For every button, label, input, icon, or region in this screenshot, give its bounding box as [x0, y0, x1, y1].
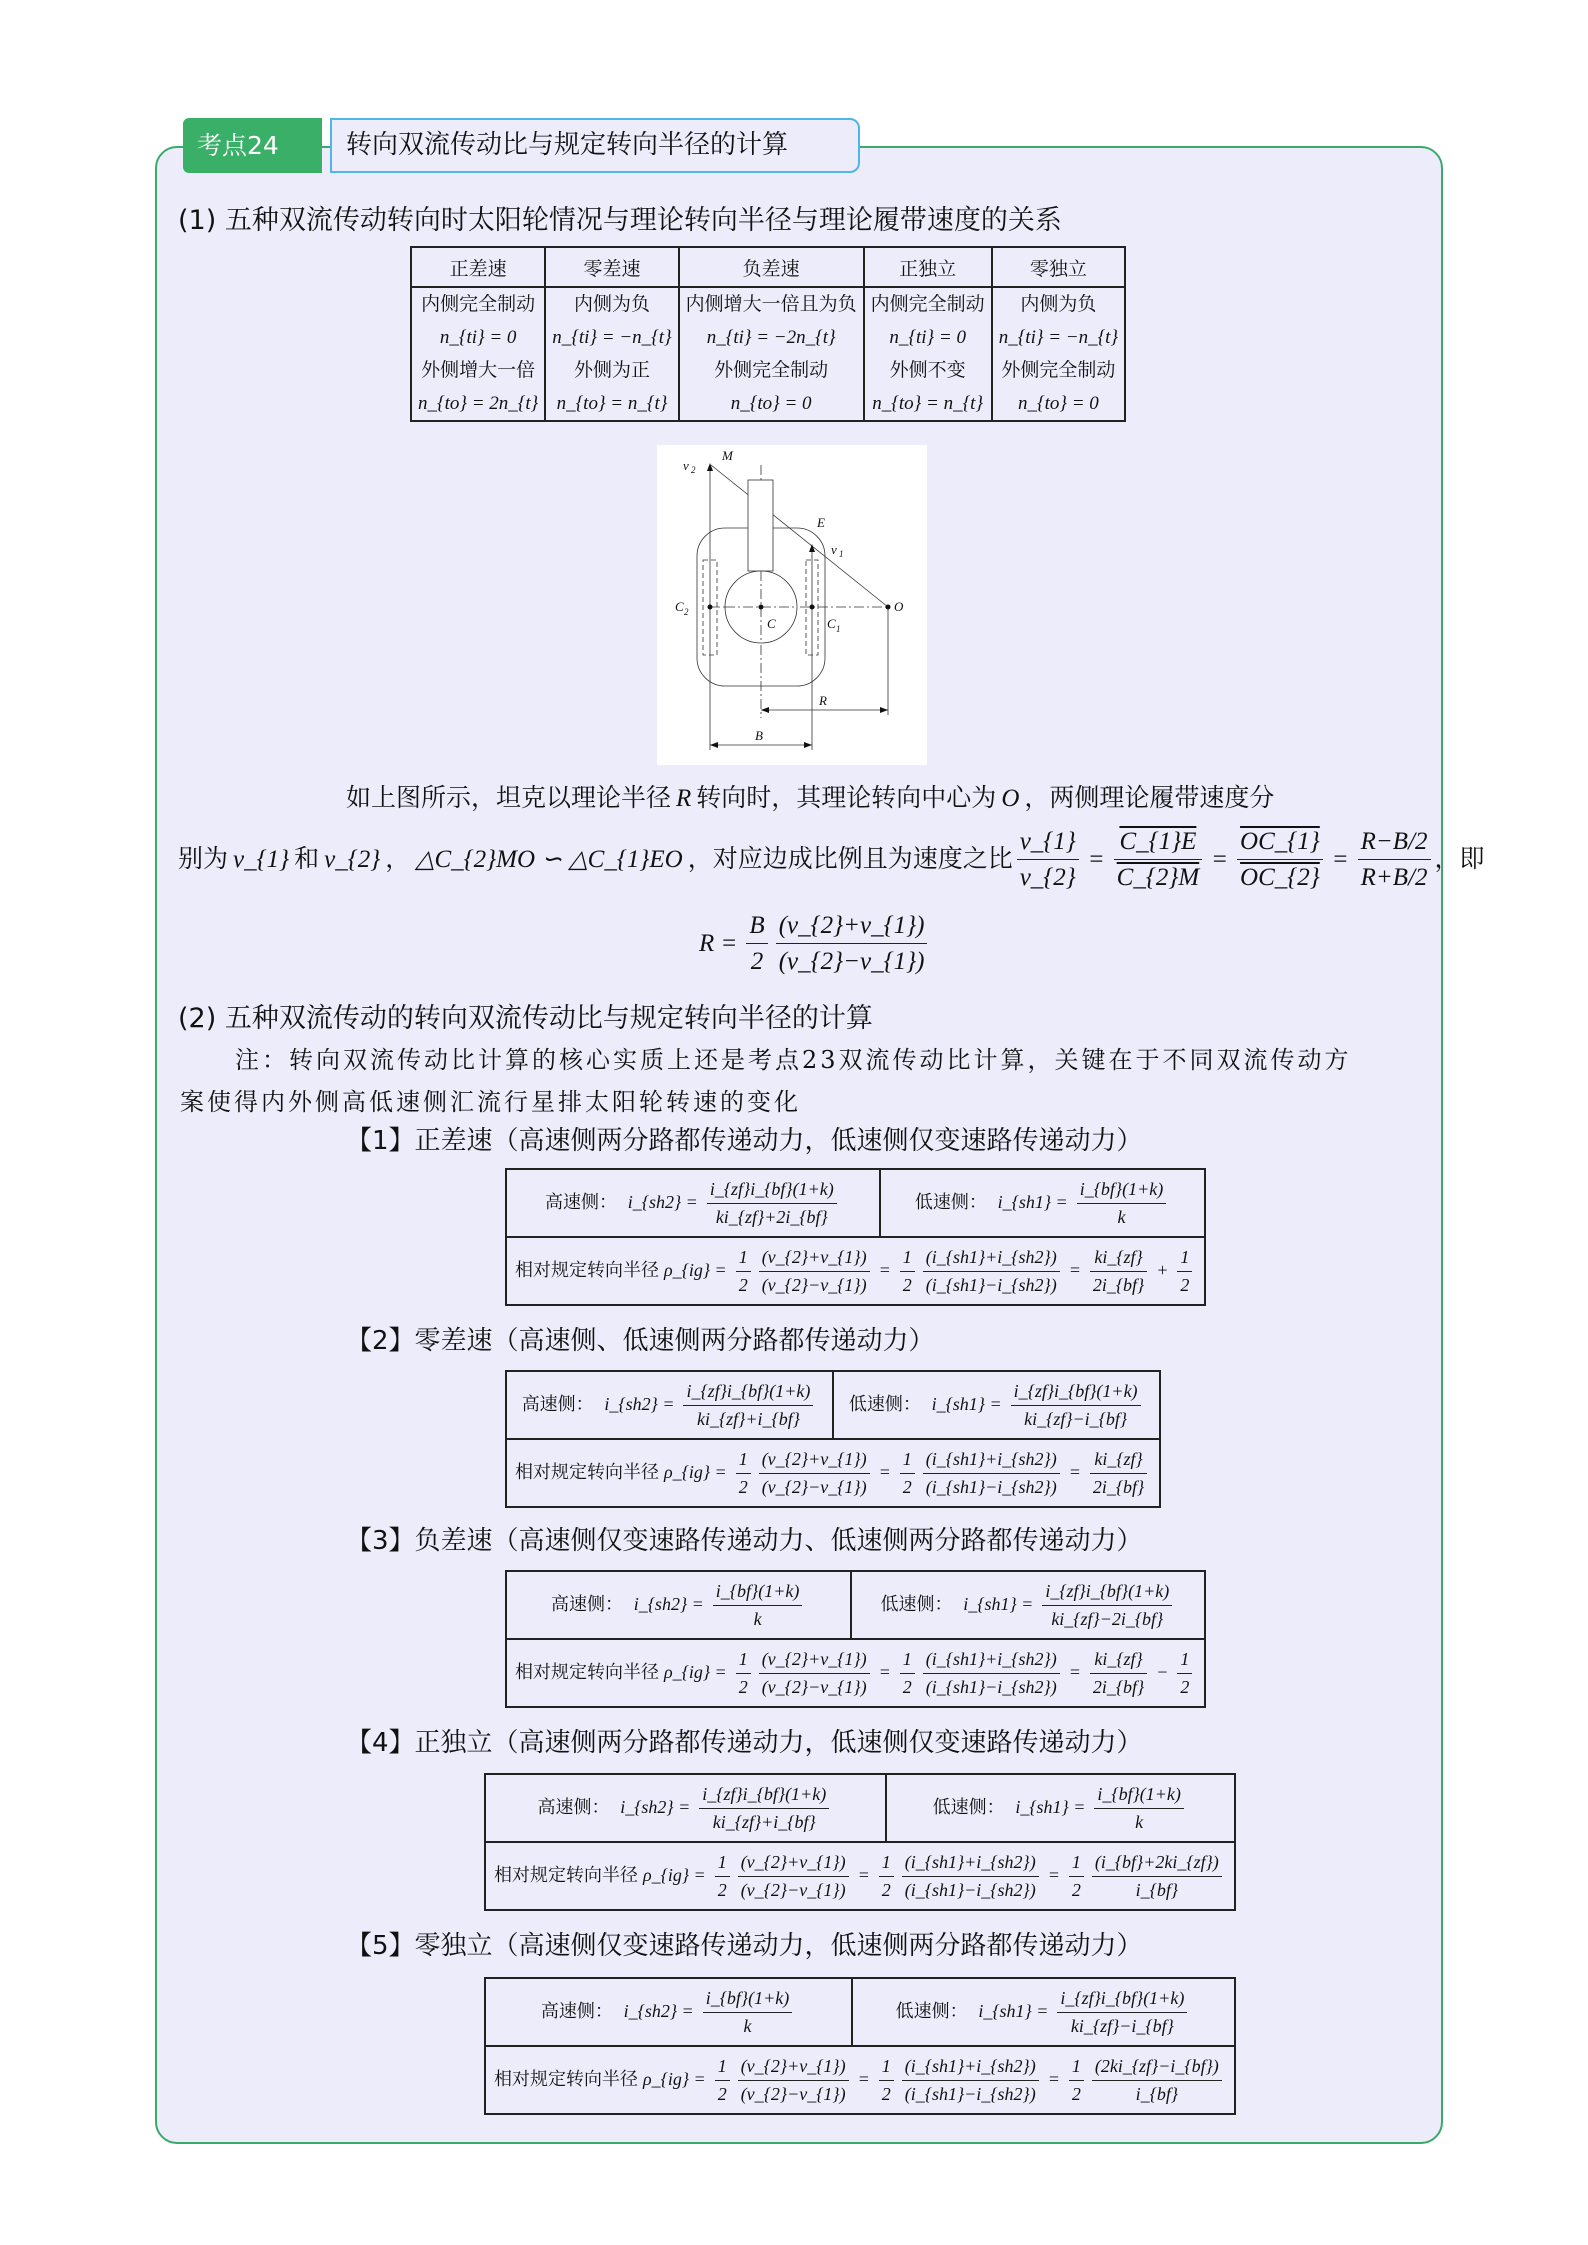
fraction-numerator: i_{bf}(1+k) [713, 1580, 803, 1606]
sun-gear-table [410, 246, 1126, 422]
sun-gear-condition: 外侧为正 [573, 359, 650, 381]
fraction [879, 1851, 894, 1901]
formula-math: ρ_{ig} = [643, 2069, 706, 2089]
fraction [736, 1448, 751, 1498]
fraction [715, 1851, 730, 1901]
formula-math: i_{sh2} = [623, 2001, 694, 2021]
case-heading: 【2】零差速（高速侧、低速侧两分路都传递动力） [346, 1326, 935, 1356]
case-heading: 【3】负差速（高速侧仅变速路传递动力、低速侧两分路都传递动力） [346, 1526, 1143, 1556]
formula-text: ，对应边成比例且为速度之比 [687, 843, 1013, 873]
section1-heading: (1) 五种双流传动转向时太阳轮情况与理论转向半径与理论履带速度的关系 [178, 205, 1062, 236]
fraction-numerator: (v_{2}+v_{1}) [759, 1648, 870, 1674]
fraction-denominator: (v_{2}−v_{1}) [740, 1879, 846, 1900]
speed-relation: n_{ti} = 0 [889, 327, 966, 348]
fraction [776, 910, 928, 978]
fraction-numerator: i_{zf}i_{bf}(1+k) [1011, 1380, 1141, 1406]
high-speed-cell [485, 1978, 852, 2046]
fraction [736, 1648, 751, 1698]
label-O: O [894, 599, 904, 614]
table-cell [411, 287, 545, 421]
speed-relation: n_{ti} = 0 [439, 327, 517, 348]
fraction-numerator: (i_{bf}+2ki_{zf}) [1092, 1851, 1222, 1877]
fraction-numerator: i_{bf}(1+k) [1077, 1178, 1167, 1204]
formula-math: + [1156, 1260, 1169, 1280]
fraction [923, 1448, 1060, 1498]
fraction [902, 1851, 1039, 1901]
label-v2-subscript: 2 [691, 465, 696, 475]
formula-math: ρ_{ig} = [664, 1462, 727, 1482]
fraction-numerator: i_{zf}i_{bf}(1+k) [683, 1380, 813, 1406]
speed-relation: n_{ti} = −n_{t} [552, 327, 672, 348]
formula-math: i_{sh2} = [604, 1394, 675, 1414]
formula-math: = [1047, 2069, 1060, 2089]
fraction-denominator: 2 [881, 2083, 891, 2104]
fraction-numerator: (v_{2}+v_{1}) [776, 910, 928, 944]
formula-text: 高速侧： [537, 1797, 616, 1818]
fraction [1090, 1246, 1147, 1296]
case-formula-table [505, 1370, 1161, 1508]
fraction-denominator: (i_{sh1}−i_{sh2}) [904, 2083, 1036, 2104]
formula-math: O [1001, 785, 1020, 812]
low-speed-cell [851, 1571, 1205, 1639]
fraction-numerator: i_{zf}i_{bf}(1+k) [707, 1178, 837, 1204]
formula-text: 相对规定转向半径 [515, 1462, 659, 1483]
formula-math: ρ_{ig} = [664, 1260, 727, 1280]
fraction-numerator: 1 [1069, 1851, 1084, 1877]
fraction-numerator: (v_{2}+v_{1}) [759, 1448, 870, 1474]
fraction [900, 1648, 915, 1698]
fraction-numerator: (2ki_{zf}−i_{bf}) [1092, 2055, 1222, 2081]
fraction-numerator: ki_{zf} [1090, 1246, 1147, 1272]
fraction [1011, 1380, 1141, 1430]
formula-text: 低速侧： [932, 1797, 1011, 1818]
fraction [923, 1246, 1060, 1296]
formula-math: i_{sh1} = [931, 1394, 1002, 1414]
formula-text: 相对规定转向半径 [494, 1865, 638, 1886]
fraction [715, 2055, 730, 2105]
case-heading: 【4】正独立（高速侧两分路都传递动力，低速侧仅变速路传递动力） [346, 1728, 1143, 1758]
fraction-numerator: 1 [900, 1648, 915, 1674]
fraction-denominator: (i_{sh1}−i_{sh2}) [904, 1879, 1036, 1900]
steering-radius-cell [485, 1842, 1235, 1910]
fraction-numerator: 1 [1069, 2055, 1084, 2081]
fraction-numerator: C_{1}E [1114, 826, 1203, 860]
steering-radius-cell [506, 1237, 1205, 1305]
fraction-numerator: i_{zf}i_{bf}(1+k) [699, 1783, 829, 1809]
fraction [1069, 2055, 1084, 2105]
fraction-denominator: k [1117, 1206, 1126, 1227]
fraction-numerator: 1 [736, 1448, 751, 1474]
label-R: R [819, 693, 827, 708]
speed-relation: n_{ti} = −n_{t} [998, 327, 1119, 348]
fraction-denominator: ki_{zf}+2i_{bf} [715, 1206, 828, 1227]
steering-radius-cell [485, 2046, 1235, 2114]
fraction [900, 1246, 915, 1296]
sun-gear-condition: 外侧完全制动 [714, 359, 829, 381]
case-formula-table [505, 1570, 1206, 1708]
fraction-numerator: 1 [879, 1851, 894, 1877]
formula-math: = [1068, 1260, 1081, 1280]
fraction-numerator: (v_{2}+v_{1}) [738, 2055, 849, 2081]
fraction [1077, 1178, 1167, 1228]
speed-relation: n_{to} = 0 [1017, 393, 1099, 414]
fraction [879, 2055, 894, 2105]
label-v1: v [831, 542, 837, 557]
table-header-cell: 零独立 [992, 247, 1125, 287]
formula-math: i_{sh2} = [620, 1797, 691, 1817]
high-speed-cell [506, 1169, 880, 1237]
fraction-denominator: ki_{zf}−i_{bf} [1024, 1408, 1128, 1429]
fraction-numerator: (i_{sh1}+i_{sh2}) [923, 1448, 1060, 1474]
fraction-denominator: 2 [750, 948, 764, 976]
formula-math: − [1156, 1662, 1169, 1682]
fraction [1114, 826, 1203, 894]
formula-text: 和 [294, 843, 320, 873]
table-header-cell: 负差速 [679, 247, 864, 287]
label-C1: C [827, 616, 836, 631]
fraction-denominator: 2 [717, 2083, 727, 2104]
fraction-denominator: 2i_{bf} [1092, 1274, 1145, 1295]
fraction [900, 1448, 915, 1498]
table-header-cell: 正独立 [864, 247, 992, 287]
formula-text: ，两侧理论履带速度分 [1024, 783, 1275, 812]
fraction-denominator: 2i_{bf} [1092, 1676, 1145, 1697]
speed-relation: n_{to} = 0 [730, 393, 812, 414]
fraction [1017, 826, 1079, 894]
fraction-denominator: (v_{2}−v_{1}) [761, 1274, 867, 1295]
fraction [699, 1783, 829, 1833]
fraction-denominator: OC_{2} [1240, 864, 1320, 892]
fraction-denominator: 2 [717, 1879, 727, 1900]
formula-text: 相对规定转向半径 [515, 1260, 659, 1281]
fraction [707, 1178, 837, 1228]
fraction-numerator: i_{zf}i_{bf}(1+k) [1057, 1987, 1187, 2013]
fraction [1092, 2055, 1222, 2105]
formula-math: i_{sh1} = [1015, 1797, 1086, 1817]
fraction-denominator: ki_{zf}−i_{bf} [1070, 2015, 1174, 2036]
fraction [1237, 826, 1323, 894]
table-cell [992, 287, 1125, 421]
fraction-numerator: 1 [715, 1851, 730, 1877]
note-line1: 注：转向双流传动比计算的核心实质上还是考点23双流传动比计算，关键在于不同双流传动方 [235, 1046, 1352, 1074]
formula-math: = [1087, 845, 1105, 873]
fraction [1069, 1851, 1084, 1901]
fraction-numerator: 1 [736, 1246, 751, 1272]
fraction-denominator: 2 [738, 1676, 748, 1697]
fraction-numerator: 1 [900, 1246, 915, 1272]
speed-relation: n_{to} = n_{t} [556, 393, 668, 414]
fraction-denominator: k [753, 1608, 762, 1629]
formula-math: = [857, 2069, 870, 2089]
fraction-numerator: B [746, 910, 767, 944]
fraction [738, 1851, 849, 1901]
tank-steering-diagram [657, 445, 927, 765]
label-B: B [755, 728, 763, 743]
fraction-numerator: OC_{1} [1237, 826, 1323, 860]
fraction [923, 1648, 1060, 1698]
steering-radius-cell [506, 1439, 1160, 1507]
fraction [1057, 1987, 1187, 2037]
formula-text: 高速侧： [551, 1594, 629, 1615]
case-heading: 【5】零独立（高速侧仅变速路传递动力，低速侧两分路都传递动力） [346, 1931, 1143, 1961]
fraction-denominator: (v_{2}−v_{1}) [761, 1676, 867, 1697]
label-C1-subscript: 1 [836, 624, 841, 634]
formula-text: 低速侧： [914, 1192, 993, 1213]
fraction [1092, 1851, 1222, 1901]
formula-math: ρ_{ig} = [643, 1865, 706, 1885]
fraction-numerator: R−B/2 [1358, 826, 1431, 860]
table-cell [864, 287, 992, 421]
fraction-denominator: k [743, 2015, 752, 2036]
formula-math: R = [699, 929, 738, 957]
label-v1-subscript: 1 [839, 549, 844, 559]
formula-math: i_{sh1} = [997, 1192, 1068, 1212]
formula-math: ρ_{ig} = [664, 1662, 727, 1682]
fraction-denominator: i_{bf} [1135, 2083, 1179, 2104]
fraction-denominator: k [1135, 1811, 1144, 1832]
label-C: C [767, 616, 776, 631]
paragraph-line1 [346, 778, 1274, 814]
high-speed-cell [506, 1571, 851, 1639]
fraction-denominator: 2 [738, 1476, 748, 1497]
fraction [759, 1246, 870, 1296]
label-E: E [817, 515, 825, 530]
fraction-denominator: (v_{2}−v_{1}) [740, 2083, 846, 2104]
fraction-denominator: 2 [1180, 1676, 1190, 1697]
speed-relation: n_{ti} = −2n_{t} [706, 327, 836, 348]
table-header-cell: 正差速 [411, 247, 545, 287]
formula-math: = [1068, 1662, 1081, 1682]
sun-gear-condition: 内侧完全制动 [421, 293, 536, 315]
sun-gear-condition: 内侧增大一倍且为负 [685, 293, 857, 315]
fraction-numerator: (i_{sh1}+i_{sh2}) [902, 2055, 1039, 2081]
fraction-denominator: ki_{zf}+i_{bf} [696, 1408, 800, 1429]
formula-math: = [857, 1865, 870, 1885]
fraction [759, 1648, 870, 1698]
formula-text: 低速侧： [880, 1594, 959, 1615]
fraction [902, 2055, 1039, 2105]
fraction [1358, 826, 1431, 894]
formula-text: 如上图所示，坦克以理论半径 [346, 783, 672, 812]
fraction-denominator: ki_{zf}−2i_{bf} [1051, 1608, 1164, 1629]
formula-text: 相对规定转向半径 [515, 1662, 659, 1683]
formula-text: 相对规定转向半径 [494, 2069, 638, 2090]
formula-math: R [676, 785, 692, 812]
fraction [703, 1987, 793, 2037]
table-cell [679, 287, 864, 421]
formula-math: = [878, 1260, 891, 1280]
high-speed-cell [485, 1774, 886, 1842]
fraction-numerator: (v_{2}+v_{1}) [738, 1851, 849, 1877]
label-M: M [722, 448, 733, 463]
label-C2: C [675, 599, 684, 614]
note-line2: 案使得内外侧高低速侧汇流行星排太阳轮转速的变化 [180, 1088, 801, 1116]
topic-title: 转向双流传动比与规定转向半径的计算 [330, 118, 860, 173]
formula-text: ， [385, 843, 411, 873]
case-formula-table [505, 1168, 1206, 1306]
fraction-denominator: R+B/2 [1360, 864, 1428, 892]
formula-math: = [1331, 845, 1349, 873]
fraction [1094, 1783, 1184, 1833]
formula-math: i_{sh1} = [978, 2001, 1049, 2021]
fraction-numerator: 1 [900, 1448, 915, 1474]
table-header-cell: 零差速 [545, 247, 678, 287]
fraction [759, 1448, 870, 1498]
case-formula-table [484, 1977, 1236, 2115]
case-heading: 【1】正差速（高速侧两分路都传递动力，低速侧仅变速路传递动力） [346, 1126, 1143, 1156]
section2-heading: (2) 五种双流传动的转向双流传动比与规定转向半径的计算 [178, 1003, 873, 1034]
fraction-denominator: v_{2} [1019, 864, 1076, 892]
fraction [1177, 1648, 1192, 1698]
fraction-denominator: i_{bf} [1135, 1879, 1179, 1900]
low-speed-cell [880, 1169, 1206, 1237]
formula-math: i_{sh2} = [633, 1594, 704, 1614]
table-cell [545, 287, 678, 421]
fraction [1177, 1246, 1192, 1296]
fraction-numerator: (i_{sh1}+i_{sh2}) [923, 1648, 1060, 1674]
formula-math: i_{sh1} = [963, 1594, 1034, 1614]
fraction-numerator: ki_{zf} [1090, 1648, 1147, 1674]
steering-radius-cell [506, 1639, 1205, 1707]
sun-gear-condition: 外侧增大一倍 [421, 359, 536, 381]
fraction [1042, 1580, 1172, 1630]
fraction-denominator: C_{2}M [1116, 864, 1200, 892]
sun-gear-condition: 内侧为负 [1020, 293, 1097, 315]
fraction [1090, 1448, 1147, 1498]
fraction-denominator: ki_{zf}+i_{bf} [712, 1811, 816, 1832]
fraction-denominator: (i_{sh1}−i_{sh2}) [925, 1476, 1057, 1497]
fraction-denominator: 2 [902, 1274, 912, 1295]
formula-text: 高速侧： [540, 2001, 619, 2022]
fraction [746, 910, 767, 978]
fraction-denominator: (i_{sh1}−i_{sh2}) [925, 1274, 1057, 1295]
fraction-numerator: 1 [715, 2055, 730, 2081]
fraction-numerator: (v_{2}+v_{1}) [759, 1246, 870, 1272]
formula-math: △C_{2}MO ∽ △C_{1}EO [415, 845, 683, 873]
formula-math: = [1047, 1865, 1060, 1885]
sun-gear-condition: 外侧不变 [889, 359, 966, 381]
formula-math: = [878, 1462, 891, 1482]
low-speed-cell [886, 1774, 1235, 1842]
fraction-denominator: 2 [902, 1676, 912, 1697]
fraction-denominator: (i_{sh1}−i_{sh2}) [925, 1676, 1057, 1697]
label-C2-subscript: 2 [684, 607, 689, 617]
speed-relation: n_{to} = 2n_{t} [418, 393, 539, 414]
fraction-denominator: (v_{2}−v_{1}) [761, 1476, 867, 1497]
fraction-numerator: 1 [1177, 1246, 1192, 1272]
fraction-numerator: ki_{zf} [1090, 1448, 1147, 1474]
fraction [1090, 1648, 1147, 1698]
formula-math: v_{2} [324, 845, 381, 873]
fraction-numerator: (i_{sh1}+i_{sh2}) [902, 1851, 1039, 1877]
fraction-numerator: 1 [736, 1648, 751, 1674]
sun-gear-condition: 外侧完全制动 [1001, 359, 1116, 381]
fraction-denominator: 2 [1071, 1879, 1081, 1900]
formula-math: = [1211, 845, 1229, 873]
fraction [683, 1380, 813, 1430]
speed-relation: n_{to} = n_{t} [872, 393, 984, 414]
fraction [738, 2055, 849, 2105]
formula-math: v_{1} [233, 845, 290, 873]
formula-text: 高速侧： [545, 1192, 623, 1213]
high-speed-cell [506, 1371, 833, 1439]
fraction-numerator: i_{zf}i_{bf}(1+k) [1042, 1580, 1172, 1606]
fraction-denominator: 2 [1180, 1274, 1190, 1295]
fraction-denominator: 2 [902, 1476, 912, 1497]
topic-badge: 考点24 [183, 118, 322, 173]
formula-math: = [878, 1662, 891, 1682]
case-formula-table [484, 1773, 1236, 1911]
formula-text: 高速侧： [521, 1394, 600, 1415]
fraction-numerator: v_{1} [1017, 826, 1079, 860]
fraction-numerator: i_{bf}(1+k) [1094, 1783, 1184, 1809]
fraction [713, 1580, 803, 1630]
low-speed-cell [833, 1371, 1160, 1439]
formula-text: 转向时，其理论转向中心为 [696, 783, 997, 812]
formula-text: ，即 [1434, 843, 1485, 873]
fraction-denominator: 2 [881, 1879, 891, 1900]
sun-gear-condition: 内侧为负 [573, 293, 650, 315]
fraction-numerator: 1 [1177, 1648, 1192, 1674]
radius-formula [694, 910, 931, 978]
formula-text: 低速侧： [895, 2001, 974, 2022]
paragraph-line2 [178, 826, 1485, 894]
low-speed-cell [852, 1978, 1235, 2046]
fraction-numerator: (i_{sh1}+i_{sh2}) [923, 1246, 1060, 1272]
sun-gear-condition: 内侧完全制动 [870, 293, 985, 315]
fraction-denominator: 2 [738, 1274, 748, 1295]
fraction-numerator: 1 [879, 2055, 894, 2081]
fraction-denominator: 2i_{bf} [1092, 1476, 1145, 1497]
fraction [736, 1246, 751, 1296]
fraction-denominator: 2 [1071, 2083, 1081, 2104]
fraction-denominator: (v_{2}−v_{1}) [778, 948, 925, 976]
fraction-numerator: i_{bf}(1+k) [703, 1987, 793, 2013]
formula-text: 别为 [178, 843, 229, 873]
formula-math: i_{sh2} = [627, 1192, 698, 1212]
formula-text: 低速侧： [848, 1394, 927, 1415]
formula-math: = [1068, 1462, 1081, 1482]
label-v2: v [683, 458, 689, 473]
